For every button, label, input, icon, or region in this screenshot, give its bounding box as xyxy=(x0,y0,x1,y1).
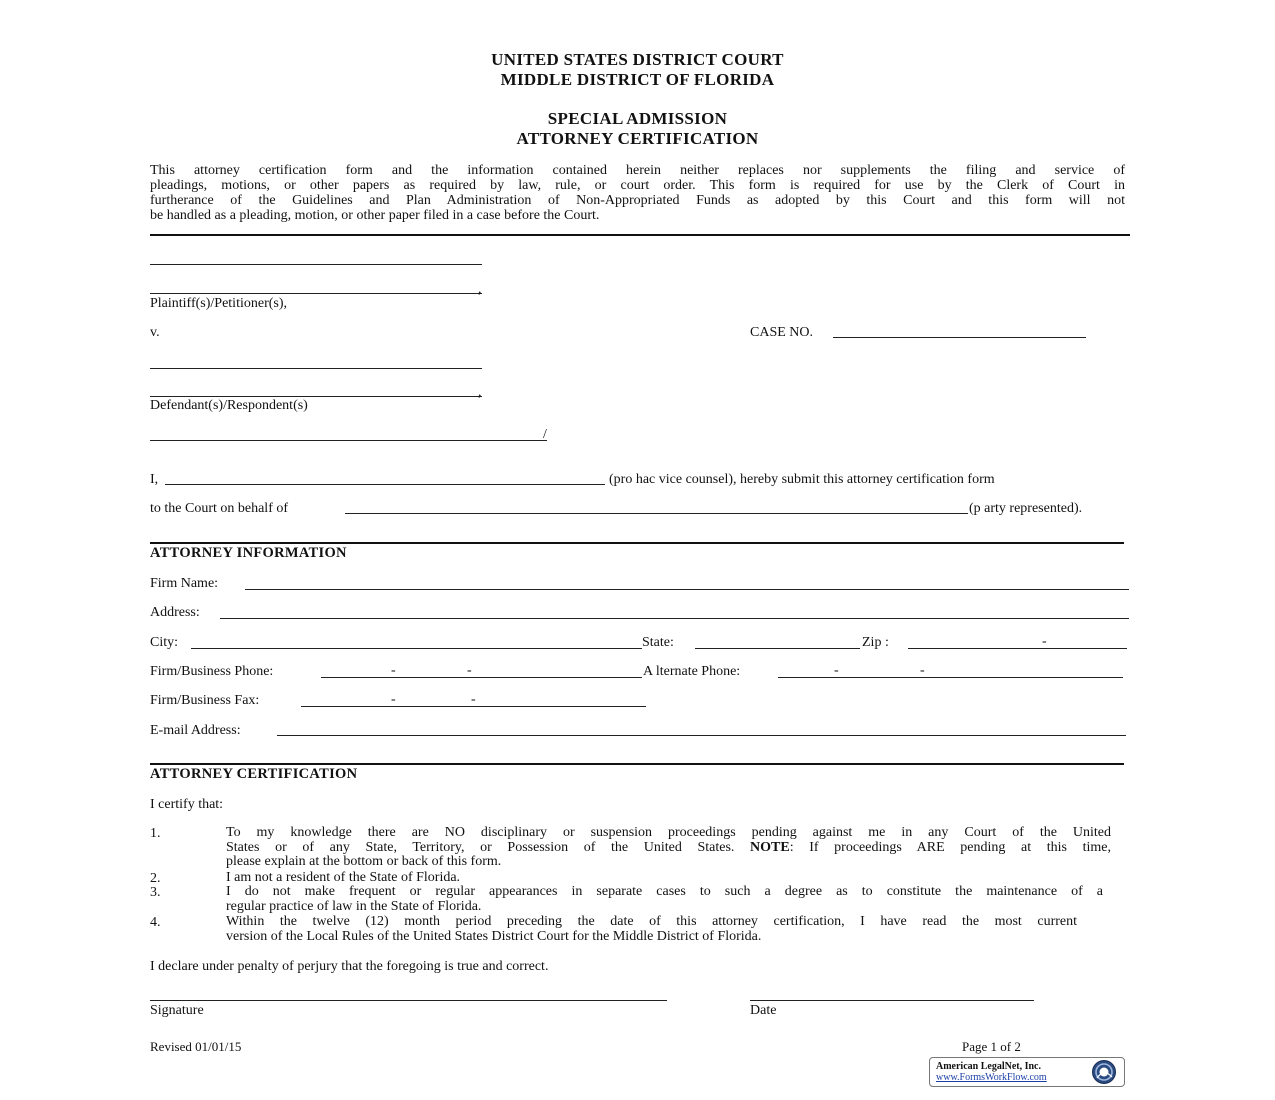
note-label: NOTE xyxy=(750,839,790,855)
item-number: 3. xyxy=(150,885,161,900)
form-title-line1: SPECIAL ADMISSION xyxy=(547,109,728,128)
caption-comma: , xyxy=(478,385,482,400)
certification-item-1 xyxy=(226,826,1111,870)
publisher-name: American LegalNet, Inc. xyxy=(936,1061,1041,1072)
publisher-badge[interactable] xyxy=(929,1057,1125,1087)
firm-name-label: Firm Name: xyxy=(150,576,219,591)
counsel-name-field[interactable] xyxy=(165,484,605,485)
defendant-name-field-2[interactable] xyxy=(150,396,482,397)
certification-item-3 xyxy=(226,885,1103,914)
phone-dash: - xyxy=(834,663,839,678)
court-name: UNITED STATES DISTRICT COURT xyxy=(491,50,784,69)
party-represented-field[interactable] xyxy=(345,513,968,514)
publisher-link[interactable]: www.FormsWorkFlow.com xyxy=(936,1072,1047,1083)
phone-dash: - xyxy=(467,663,472,678)
certification-item-4 xyxy=(226,915,1077,944)
intro-line: furtherance of the Guidelines and Plan Administration of Non-Appropriated Funds as adopted by this Court and this form will not xyxy=(150,193,1125,208)
item-number: 4. xyxy=(150,915,161,930)
case-number-label: CASE NO. xyxy=(750,325,814,340)
caption-comma: , xyxy=(478,282,482,297)
certification-item-2: I am not a resident of the State of Florida. xyxy=(226,870,461,885)
caption-slash: / xyxy=(543,427,547,442)
alternate-phone-field[interactable] xyxy=(778,677,1123,678)
item-line: regular practice of law in the State of Florida. xyxy=(226,898,482,914)
phone-dash: - xyxy=(920,663,925,678)
signature-field[interactable] xyxy=(150,1000,667,1001)
party-represented-label: (p arty represented). xyxy=(969,501,1083,516)
date-field[interactable] xyxy=(750,1000,1034,1001)
section-divider xyxy=(150,542,1124,544)
fax-dash: - xyxy=(471,692,476,707)
signature-label: Signature xyxy=(150,1003,204,1018)
item-number: 2. xyxy=(150,871,161,886)
alternate-phone-label: A lternate Phone: xyxy=(643,664,741,679)
intro-line: be handled as a pleading, motion, or other paper filed in a case before the Court. xyxy=(150,208,600,223)
email-label: E-mail Address: xyxy=(150,723,241,738)
business-phone-field[interactable] xyxy=(321,677,642,678)
perjury-declaration: I declare under penalty of perjury that the foregoing is true and correct. xyxy=(150,959,549,974)
item-line xyxy=(226,841,1111,856)
attorney-certification-heading: ATTORNEY CERTIFICATION xyxy=(150,766,358,782)
state-label: State: xyxy=(642,635,674,650)
attorney-information-heading: ATTORNEY INFORMATION xyxy=(150,545,347,561)
item-line: please explain at the bottom or back of this form. xyxy=(226,854,502,870)
plaintiff-name-field-2[interactable] xyxy=(150,293,482,294)
versus-label: v. xyxy=(150,325,160,340)
plaintiff-name-field-1[interactable] xyxy=(150,264,482,265)
certify-intro: I certify that: xyxy=(150,797,224,812)
item-number: 1. xyxy=(150,826,161,841)
fax-dash: - xyxy=(391,692,396,707)
caption-closing-line[interactable] xyxy=(150,440,547,441)
intro-paragraph xyxy=(150,163,1125,223)
form-title-line2: ATTORNEY CERTIFICATION xyxy=(516,129,759,148)
publisher-logo-icon xyxy=(1087,1059,1121,1085)
item-text: : If proceedings ARE pending at this time, xyxy=(789,839,1111,855)
item-line: Within the twelve (12) month period preceding the date of this attorney certification, I have read the most current xyxy=(226,914,1077,929)
date-label: Date xyxy=(750,1003,777,1018)
court-district: MIDDLE DISTRICT OF FLORIDA xyxy=(500,70,775,89)
defendant-label: Defendant(s)/Respondent(s) xyxy=(150,398,308,413)
item-text: States or of any State, Territory, or Possession of the United States. xyxy=(226,839,751,855)
header-divider xyxy=(150,234,1130,236)
state-field[interactable] xyxy=(695,648,860,649)
phone-dash: - xyxy=(391,663,396,678)
defendant-name-field-1[interactable] xyxy=(150,368,482,369)
business-fax-label: Firm/Business Fax: xyxy=(150,693,260,708)
city-label: City: xyxy=(150,635,179,650)
zip-field[interactable] xyxy=(908,648,1127,649)
business-phone-label: Firm/Business Phone: xyxy=(150,664,274,679)
intro-line: pleadings, motions, or other papers as required by law, rule, or court order. This form is required for use by the Clerk of Court in xyxy=(150,178,1125,193)
page-number: Page 1 of 2 xyxy=(962,1039,1021,1054)
revision-date: Revised 01/01/15 xyxy=(150,1039,242,1054)
firm-name-field[interactable] xyxy=(245,589,1129,590)
item-line: version of the Local Rules of the United States District Court for the Middle District of Florida. xyxy=(226,928,762,944)
intro-line: This attorney certification form and the information contained herein neither replaces nor supplements the filing and service of xyxy=(150,163,1125,178)
item-line: To my knowledge there are NO disciplinary or suspension proceedings pending against me in any Court of the United xyxy=(226,825,1111,840)
zip-label: Zip : xyxy=(862,635,889,650)
zip-dash: - xyxy=(1042,634,1047,649)
behalf-label: to the Court on behalf of xyxy=(150,501,289,516)
address-field[interactable] xyxy=(220,618,1129,619)
counsel-statement: (pro hac vice counsel), hereby submit this attorney certification form xyxy=(609,472,995,487)
submitter-label: I, xyxy=(150,472,159,487)
city-field[interactable] xyxy=(191,648,642,649)
section-divider xyxy=(150,763,1124,765)
case-number-field[interactable] xyxy=(833,337,1086,338)
email-field[interactable] xyxy=(277,735,1126,736)
item-line: I do not make frequent or regular appearances in separate cases to such a degree as to constitute the maintenance of a xyxy=(226,884,1103,899)
plaintiff-label: Plaintiff(s)/Petitioner(s), xyxy=(150,296,287,311)
address-label: Address: xyxy=(150,605,200,620)
